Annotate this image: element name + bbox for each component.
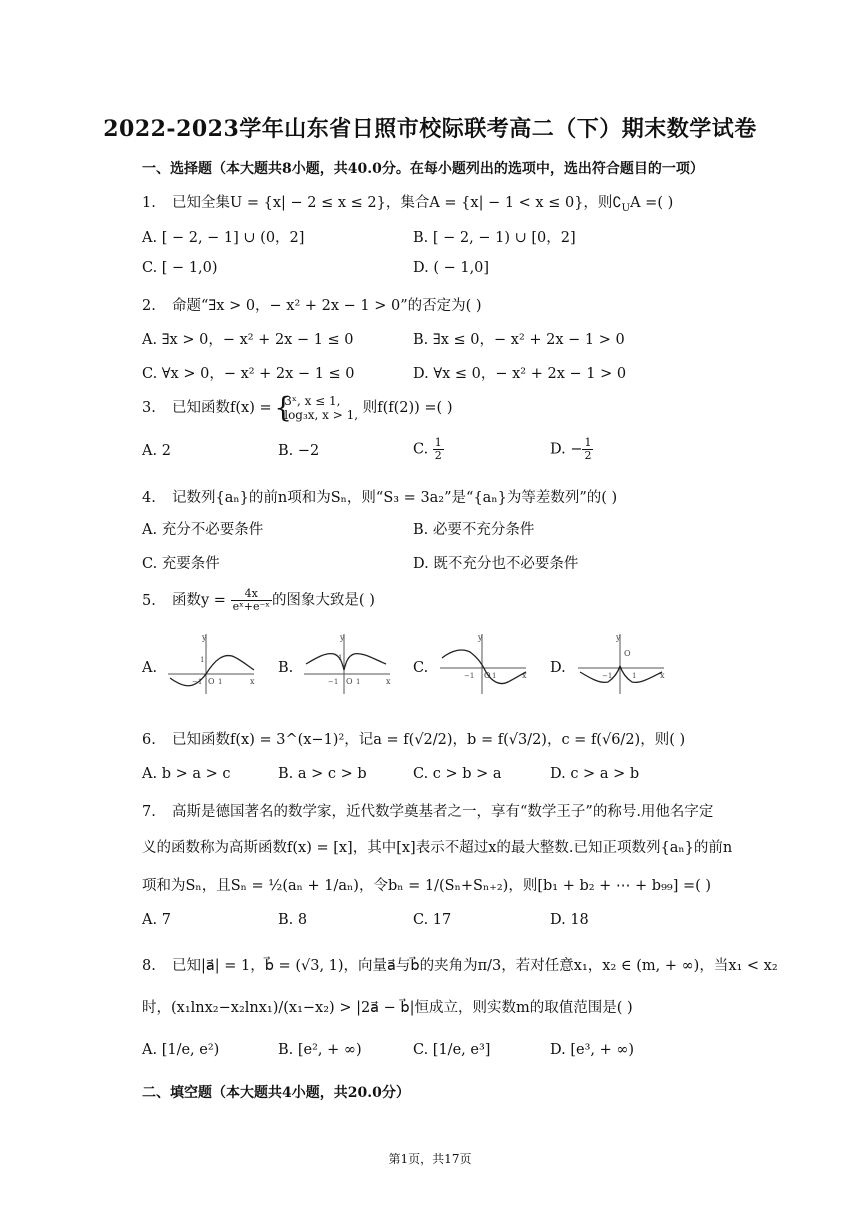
question-stem: 已知函数f(x) = 3^(x−1)²，记a = f(√2/2)，b = f(√3/2)，c = f(√6/2)，则( ): [172, 732, 686, 748]
option-a: A. 2: [142, 443, 171, 459]
svg-text:O: O: [346, 677, 353, 686]
svg-text:1: 1: [632, 672, 637, 680]
svg-text:x: x: [522, 671, 527, 680]
svg-text:O: O: [208, 677, 215, 686]
option-d: D. [e³, + ∞): [550, 1042, 635, 1058]
question-8-line-2: 时，(x₁lnx₂−x₂lnx₁)/(x₁−x₂) > |2a⃗ − b⃗|恒成立，则实数m的取值范围是( ): [142, 1000, 633, 1016]
option-c: C. c > b > a: [413, 766, 502, 782]
option-c: C. ∀x > 0，− x² + 2x − 1 ≤ 0: [142, 366, 355, 382]
option-d: D. ( − 1,0]: [413, 260, 490, 276]
fraction: [231, 588, 272, 613]
denominator: eˣ+e⁻ˣ: [232, 600, 270, 613]
question-number: 1.: [142, 195, 156, 211]
question-5: [142, 588, 375, 613]
question-number: 6.: [142, 732, 156, 748]
option-c: C. 17: [413, 912, 452, 928]
svg-text:−1: −1: [328, 678, 339, 686]
question-4: [142, 486, 617, 507]
svg-text:1: 1: [200, 656, 205, 664]
numerator: 4x: [231, 588, 272, 601]
option-a: A.: [142, 660, 158, 676]
question-stem: 函数y =: [172, 592, 226, 609]
question-stem: 已知全集U = {x| − 2 ≤ x ≤ 2}，集合A = {x| − 1 < x ≤ 0}，则∁: [172, 195, 622, 211]
exam-title: 2022-2023学年山东省日照市校际联考高二（下）期末数学试卷: [103, 116, 757, 142]
option-d: D. 既不充分也不必要条件: [413, 556, 579, 572]
graph-c-image: [434, 628, 530, 698]
option-a: A. 7: [142, 912, 171, 928]
option-d: D. ∀x ≤ 0，− x² + 2x − 1 > 0: [413, 366, 627, 382]
question-7-line-3: 项和为Sₙ，且Sₙ = ½(aₙ + 1/aₙ)，令bₙ = 1/(Sₙ+Sₙ₊₂)，则[b₁ + b₂ + ⋯ + b₉₉] =( ): [142, 878, 712, 894]
graph-a-image: [162, 628, 258, 698]
fraction: [433, 437, 444, 462]
option-label: D. −: [550, 441, 583, 458]
option-d: D.: [550, 660, 566, 676]
question-stem-end: 则f(f(2)) =( ): [362, 400, 453, 416]
question-number: 5.: [142, 592, 156, 609]
question-stem: 已知函数f(x) =: [172, 400, 272, 416]
piece-case-2: log₃x, x > 1,: [284, 408, 359, 422]
question-7-line-1: [142, 800, 713, 821]
svg-text:y: y: [340, 633, 345, 642]
question-8-line-1: [142, 954, 778, 975]
svg-text:1: 1: [218, 678, 223, 686]
option-label: C.: [413, 441, 429, 458]
option-a: A. b > a > c: [142, 766, 231, 782]
option-a: A. [1/e, e²): [142, 1042, 220, 1058]
question-1: [142, 191, 673, 214]
denominator: 2: [584, 449, 592, 462]
option-b: B. −2: [278, 443, 320, 459]
svg-text:1: 1: [338, 654, 343, 662]
question-stem: 高斯是德国著名的数学家，近代数学奠基者之一，享有“数学王子”的称号.用他名字定: [172, 804, 714, 820]
page-footer: 第1页，共17页: [388, 1152, 472, 1166]
question-6: [142, 728, 685, 749]
section-fill-heading: 二、填空题（本大题共4小题，共20.0分）: [142, 1085, 410, 1101]
question-number: 2.: [142, 298, 156, 314]
denominator: 2: [434, 449, 442, 462]
option-b: B. [ − 2, − 1) ∪ [0，2]: [413, 230, 576, 246]
question-number: 4.: [142, 490, 156, 506]
question-stem: 命题“∃x > 0，− x² + 2x − 1 > 0”的否定为( ): [172, 298, 482, 314]
svg-text:1: 1: [356, 678, 361, 686]
question-number: 7.: [142, 804, 156, 820]
subscript: U: [621, 202, 631, 214]
option-d: [550, 437, 593, 462]
question-3: [142, 394, 452, 422]
svg-text:O: O: [624, 649, 631, 658]
option-d: D. c > a > b: [550, 766, 640, 782]
numerator: 1: [584, 436, 592, 449]
piece-case-1: { 3ˣ, x ≤ 1,: [284, 394, 341, 408]
question-2: [142, 294, 482, 315]
option-d: D. 18: [550, 912, 589, 928]
question-number: 3.: [142, 400, 156, 416]
svg-text:−1: −1: [192, 678, 203, 686]
svg-text:y: y: [202, 633, 207, 642]
fraction: [582, 437, 593, 462]
option-b: B. 必要不充分条件: [413, 522, 535, 538]
section-choice-heading: 一、选择题（本大题共8小题，共40.0分。在每小题列出的选项中，选出符合题目的一项）: [142, 161, 704, 177]
option-a: A. [ − 2, − 1] ∪ (0，2]: [142, 230, 305, 246]
option-a: A. ∃x > 0，− x² + 2x − 1 ≤ 0: [142, 332, 354, 348]
option-b: B. 8: [278, 912, 308, 928]
question-stem: 已知|a⃗| = 1，b⃗ = (√3, 1)，向量a⃗与b⃗的夹角为π/3，若对任意x₁，x₂ ∈ (m, + ∞)，当x₁ < x₂: [172, 958, 778, 974]
option-b: B. ∃x ≤ 0，− x² + 2x − 1 > 0: [413, 332, 625, 348]
svg-text:−1: −1: [464, 672, 475, 680]
option-b: B. a > c > b: [278, 766, 367, 782]
option-a: A. 充分不必要条件: [142, 522, 264, 538]
option-c: C. [ − 1,0): [142, 260, 218, 276]
question-stem-end: 的图象大致是( ): [271, 592, 375, 609]
numerator: 1: [434, 436, 442, 449]
svg-text:x: x: [250, 677, 255, 686]
svg-text:1: 1: [492, 672, 497, 680]
option-b: B.: [278, 660, 294, 676]
piecewise-function: [276, 394, 358, 422]
svg-text:x: x: [660, 671, 665, 680]
graph-b-image: [298, 628, 394, 698]
graph-d-image: [572, 628, 668, 698]
svg-text:x: x: [386, 677, 391, 686]
question-number: 8.: [142, 958, 156, 974]
option-c: C. 充要条件: [142, 556, 220, 572]
option-c: C.: [413, 660, 429, 676]
option-c: C. [1/e, e³]: [413, 1042, 491, 1058]
question-stem: 记数列{aₙ}的前n项和为Sₙ，则“S₃ = 3a₂”是“{aₙ}为等差数列”的( ): [172, 490, 618, 506]
option-c: [413, 437, 444, 462]
svg-text:−1: −1: [602, 672, 613, 680]
svg-text:y: y: [478, 633, 483, 642]
svg-text:y: y: [616, 633, 621, 642]
option-b: B. [e², + ∞): [278, 1042, 362, 1058]
svg-text:O: O: [484, 671, 491, 680]
question-7-line-2: 义的函数称为高斯函数f(x) = [x]，其中[x]表示不超过x的最大整数.已知正项数列{aₙ}的前n: [142, 840, 733, 856]
question-stem-end: A =( ): [630, 195, 674, 211]
